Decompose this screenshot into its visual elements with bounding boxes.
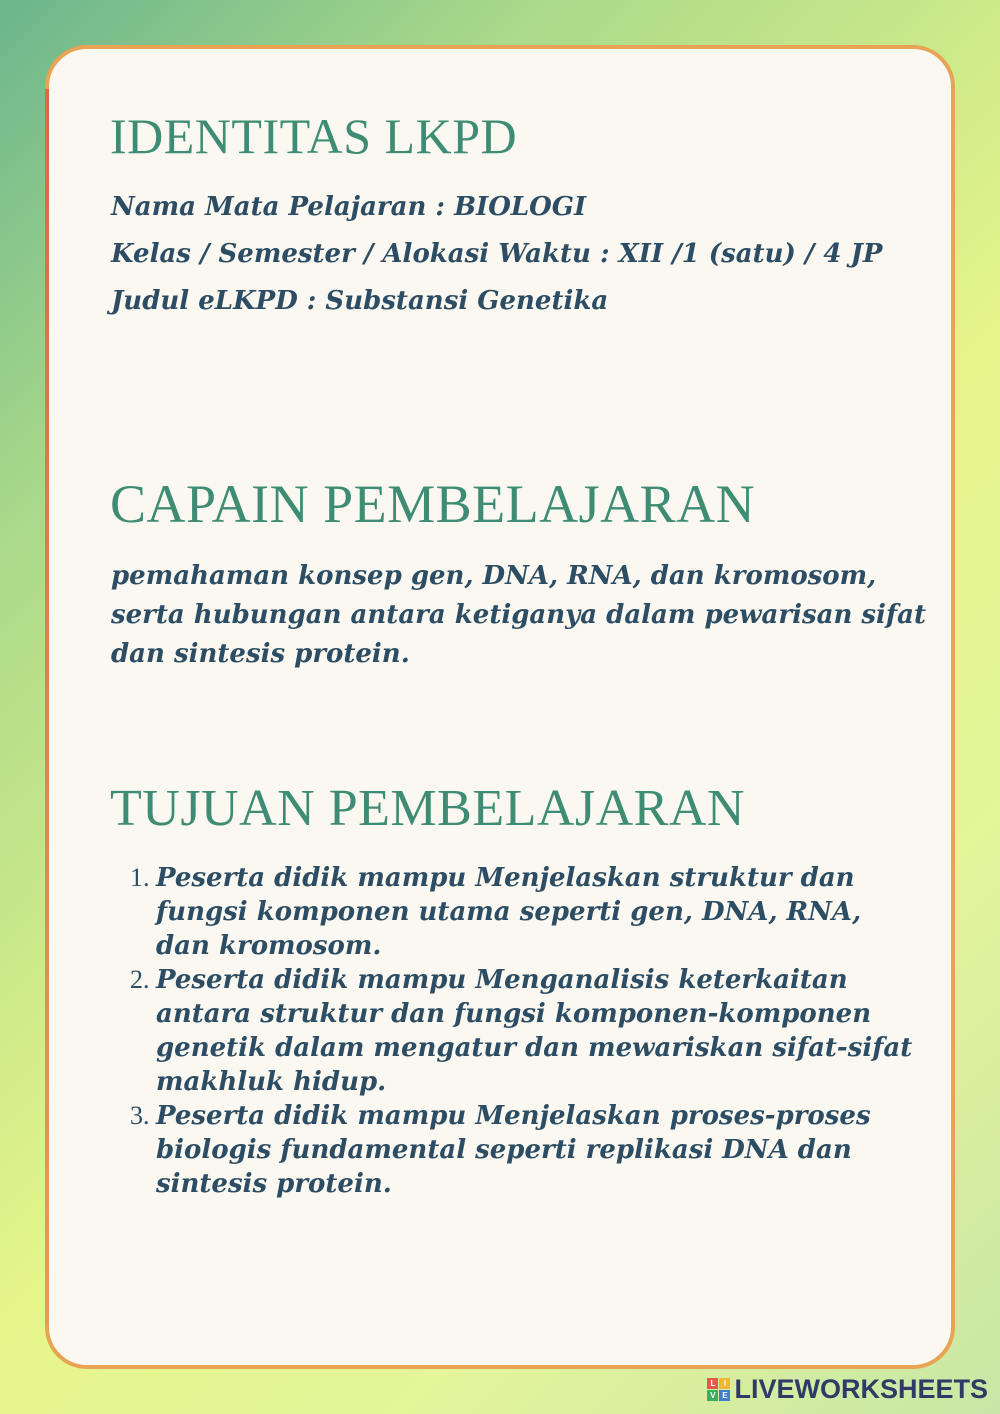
- tujuan-item-number: 1.: [130, 863, 150, 892]
- identitas-line-subject: Nama Mata Pelajaran : BIOLOGI: [111, 192, 587, 222]
- capain-text: pemahaman konsep gen, DNA, RNA, dan kromosom, serta hubungan antara ketiganya dalam pewarisan sifat dan sintesis protein.: [111, 561, 926, 669]
- identitas-title: IDENTITAS LKPD: [110, 108, 518, 164]
- tujuan-list: [126, 861, 916, 1201]
- tujuan-item: [126, 861, 916, 963]
- tujuan-item: [126, 963, 916, 1099]
- identitas-list: [111, 184, 931, 325]
- tujuan-item: [126, 1099, 916, 1201]
- capain-title: CAPAIN PEMBELAJARAN: [110, 474, 756, 534]
- brand-name: LIVEWORKSHEETS: [734, 1373, 988, 1404]
- content-card: [45, 45, 955, 1369]
- liveworksheets-brand[interactable]: [707, 1374, 988, 1404]
- tujuan-item-number: 2.: [130, 965, 150, 994]
- identitas-line-title: Judul eLKPD : Substansi Genetika: [111, 286, 609, 316]
- tujuan-item-text: Peserta didik mampu Menganalisis keterkaitan antara struktur dan fungsi komponen-komponen genetik dalam mengatur dan mewariskan sifat-sifat makhluk hidup.: [156, 965, 913, 1097]
- logo-letter: V: [707, 1390, 718, 1401]
- tujuan-item-text: Peserta didik mampu Menjelaskan proses-proses biologis fundamental seperti replikasi DNA dan sintesis protein.: [156, 1101, 871, 1199]
- logo-letter: E: [719, 1390, 730, 1401]
- liveworksheets-logo-icon: [707, 1378, 730, 1401]
- logo-letter: I: [719, 1378, 730, 1389]
- tujuan-title: TUJUAN PEMBELAJARAN: [110, 780, 745, 837]
- logo-letter: L: [707, 1378, 718, 1389]
- tujuan-item-text: Peserta didik mampu Menjelaskan struktur dan fungsi komponen utama seperti gen, DNA, RNA, dan kromosom.: [156, 863, 862, 961]
- identitas-line-class: Kelas / Semester / Alokasi Waktu : XII /1 (satu) / 4 JP: [111, 239, 883, 269]
- tujuan-item-number: 3.: [130, 1101, 150, 1130]
